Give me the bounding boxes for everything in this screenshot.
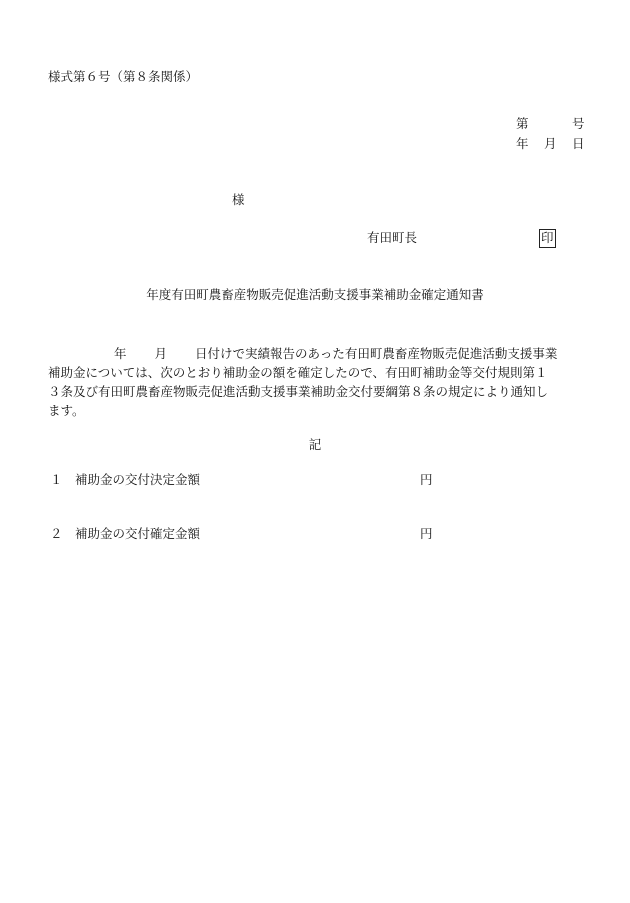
body-line-3: ３条及び有田町農畜産物販売促進活動支援事業補助金交付要綱第８条の規定により通知し (48, 384, 549, 399)
body-line-2: 補助金については、次のとおり補助金の額を確定したので、有田町補助金等交付規則第１ (48, 365, 548, 380)
item-yen-unit: 円 (420, 472, 433, 487)
body-month-label: 月 (154, 346, 168, 361)
body-line-1-rest: 日付けで実績報告のあった有田町農畜産物販売促進活動支援事業 (195, 346, 558, 361)
body-year-label: 年 (114, 346, 127, 361)
item-row (0, 528, 630, 542)
seal-stamp: 印 (539, 229, 556, 248)
form-number: 様式第６号（第８条関係） (48, 69, 199, 84)
date-month-label: 月 (544, 136, 557, 151)
doc-number-dai: 第 (516, 116, 529, 131)
item-row (0, 474, 630, 488)
body-line-4: ます。 (48, 403, 85, 418)
body-line-1 (48, 344, 588, 363)
item-label: 補助金の交付決定金額 (75, 472, 201, 487)
item-yen-unit: 円 (420, 526, 433, 541)
body-text (48, 344, 588, 420)
document-title: 年度有田町農畜産物販売促進活動支援事業補助金確定通知書 (146, 287, 484, 302)
item-number: １ (50, 472, 63, 487)
item-label: 補助金の交付確定金額 (75, 526, 201, 541)
item-number: ２ (50, 526, 63, 541)
ki-heading: 記 (308, 437, 322, 452)
date-year-label: 年 (516, 136, 529, 151)
doc-number-go: 号 (572, 116, 585, 131)
date-day-label: 日 (572, 136, 585, 151)
issuer-title: 有田町長 (367, 230, 418, 245)
recipient-honorific: 様 (232, 192, 245, 207)
